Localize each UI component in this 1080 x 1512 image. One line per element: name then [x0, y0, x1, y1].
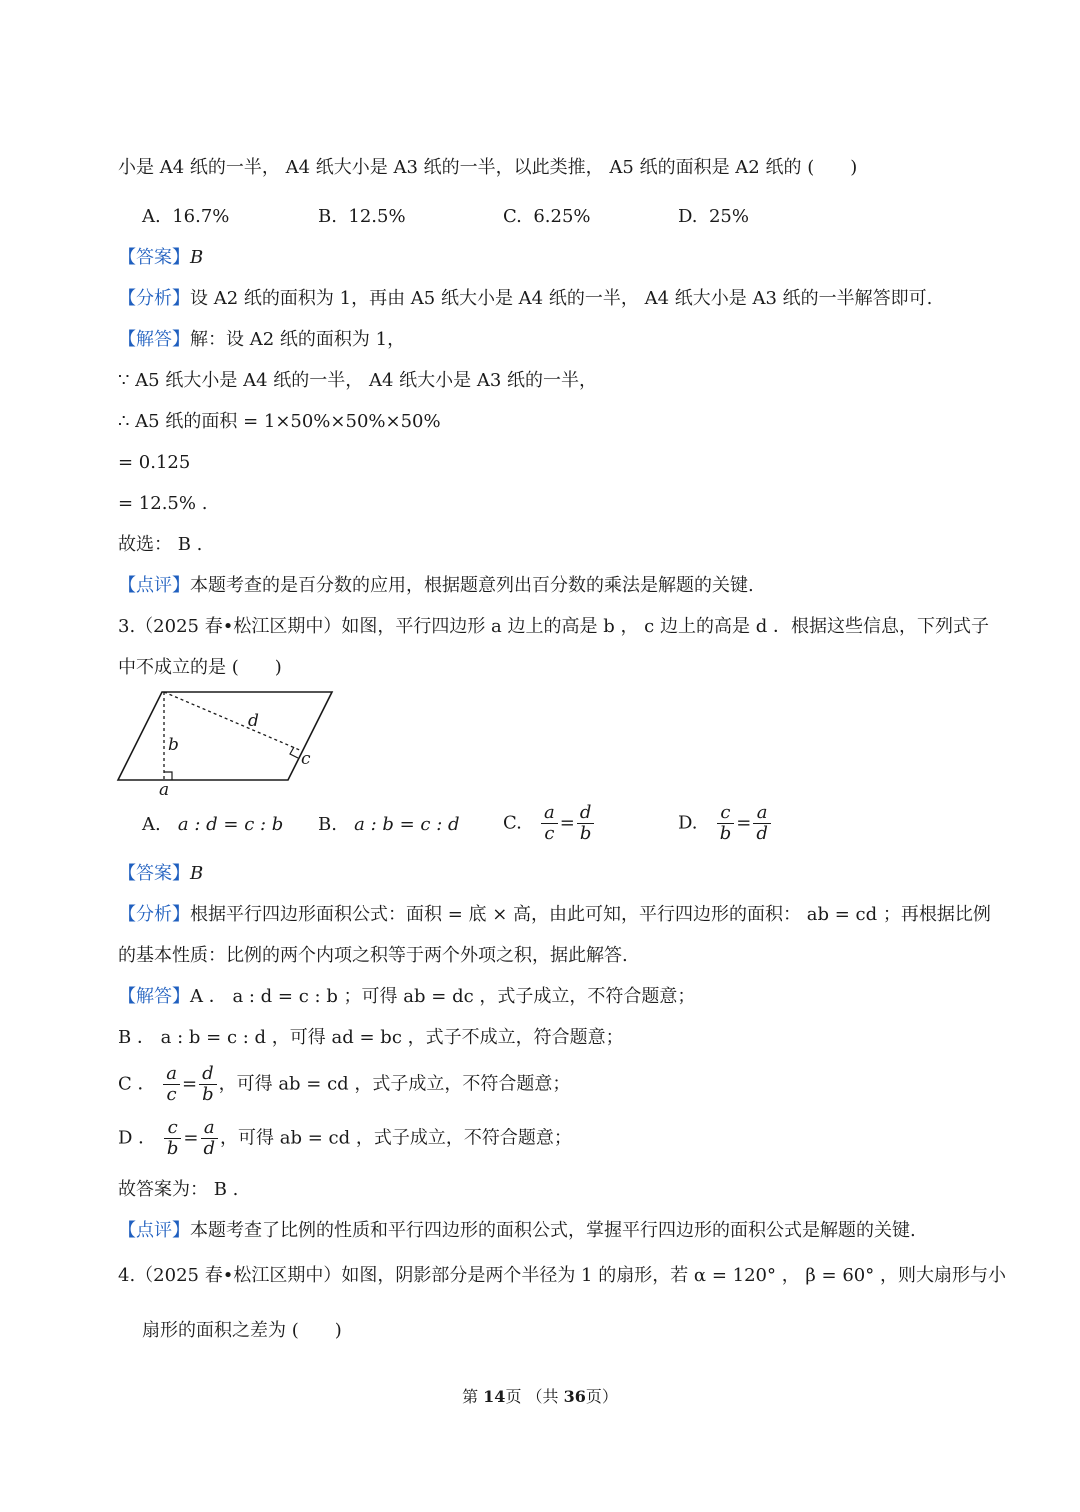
q3-comment: 【点评】本题考查了比例的性质和平行四边形的面积公式，掌握平行四边形的面积公式是解题的关键. [118, 1220, 916, 1241]
q3-option-a: A. a : d = c : b [142, 814, 284, 835]
fraction: $\frac{d}{b}$ [577, 803, 595, 844]
q2-solution-line: ∵ A5 纸大小是 A4 纸的一半， A4 纸大小是 A3 纸的一半， [118, 370, 598, 391]
fraction: $\frac{d}{b}$ [199, 1064, 217, 1105]
q3-option-c: C. $\frac{a}{c}$ = $\frac{d}{b}$ [503, 803, 596, 844]
q2-comment: 【点评】本题考查的是百分数的应用，根据题意列出百分数的乘法是解题的关键. [118, 575, 754, 596]
fraction: $\frac{c}{b}$ [164, 1118, 182, 1159]
total-pages: 36 [563, 1387, 586, 1406]
q3-solution-d: D ． $\frac{c}{b}$ = $\frac{a}{d}$ ，可得 ab = cd ，式子成立，不符合题意； [118, 1117, 572, 1159]
parallelogram-shape [118, 692, 332, 780]
q3-option-b: B. a : b = c : d [318, 814, 460, 835]
fraction: $\frac{a}{d}$ [201, 1118, 219, 1159]
q3-solution-b: B ． a : b = c : d ，可得 ad = bc ，式子不成立，符合题意； [118, 1027, 624, 1048]
fraction: $\frac{a}{d}$ [753, 803, 771, 844]
q2-answer: 【答案】B [118, 247, 204, 268]
q3-option-d: D. $\frac{c}{b}$ = $\frac{a}{d}$ [678, 803, 773, 844]
label-a: a [159, 780, 170, 799]
fraction: $\frac{a}{c}$ [163, 1064, 180, 1105]
q2-option-a: A. 16.7% [142, 206, 230, 227]
fraction: $\frac{a}{c}$ [541, 803, 558, 844]
height-d-line [164, 692, 302, 751]
page-number: 14 [483, 1387, 506, 1406]
q3-conclusion: 故答案为： B . [118, 1179, 239, 1200]
q2-option-b: B. 12.5% [318, 206, 406, 227]
q3-solution-a: 【解答】A ． a : d = c : b ；可得 ab = dc ，式子成立，不符合题意； [118, 986, 696, 1007]
q2-solution: 【解答】解：设 A2 纸的面积为 1， [118, 329, 406, 350]
fraction: $\frac{c}{b}$ [717, 803, 735, 844]
q2-solution-line: = 12.5% . [118, 493, 208, 514]
q3-answer: 【答案】B [118, 863, 204, 884]
q2-option-d: D. 25% [678, 206, 749, 227]
q4-stem-line1: 4.（2025 春•松江区期中）如图，阴影部分是两个半径为 1 的扇形，若 α = 120° ， β = 60° ，则大扇形与小 [118, 1265, 1006, 1286]
q2-solution-line: = 0.125 [118, 452, 191, 473]
label-d: d [248, 711, 259, 731]
parallelogram-figure [110, 684, 340, 799]
q4-stem-line2: 扇形的面积之差为 ( ) [142, 1320, 342, 1341]
q2-stem: 小是 A4 纸的一半， A4 纸大小是 A3 纸的一半，以此类推， A5 纸的面积是 A2 纸的 ( ) [118, 157, 858, 178]
q2-analysis: 【分析】设 A2 纸的面积为 1，再由 A5 纸大小是 A4 纸的一半， A4 纸大小是 A3 纸的一半解答即可. [118, 288, 933, 309]
q2-solution-line: ∴ A5 纸的面积 = 1×50%×50%×50% [118, 411, 441, 432]
q3-analysis: 【分析】根据平行四边形面积公式：面积 = 底 × 高，由此可知，平行四边形的面积： ab = cd ；再根据比例 [118, 904, 991, 925]
q3-stem-line1: 3.（2025 春•松江区期中）如图，平行四边形 a 边上的高是 b ， c 边上的高是 d ．根据这些信息，下列式子 [118, 616, 989, 637]
q3-solution-c: C ． $\frac{a}{c}$ = $\frac{d}{b}$ ，可得 ab = cd ，式子成立，不符合题意； [118, 1063, 571, 1105]
page-footer: 第 14页 （共 36页） [462, 1387, 618, 1406]
right-angle-mark-b [164, 772, 172, 780]
q2-solution-line: 故选： B . [118, 534, 203, 555]
q2-option-c: C. 6.25% [503, 206, 591, 227]
q3-analysis-line2: 的基本性质：比例的两个内项之积等于两个外项之积，据此解答. [118, 945, 628, 966]
label-b: b [168, 735, 179, 755]
q3-stem-line2: 中不成立的是 ( ) [118, 657, 282, 678]
label-c: c [301, 749, 311, 769]
